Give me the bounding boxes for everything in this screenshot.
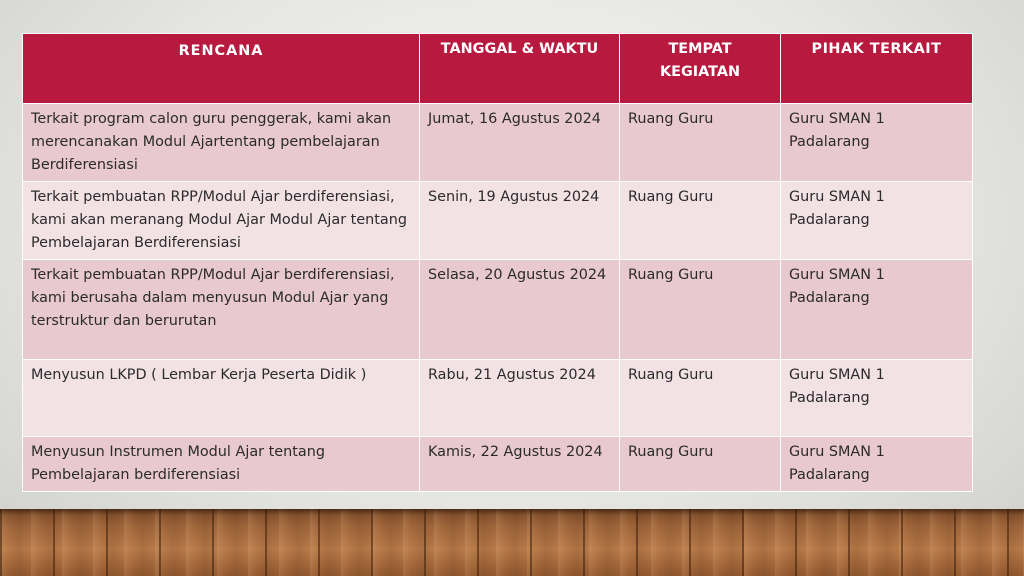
table-row xyxy=(23,260,973,360)
cell-rencana: Menyusun Instrumen Modul Ajar tentang Pembelajaran berdiferensiasi xyxy=(23,437,420,492)
header-rencana: RENCANA xyxy=(23,34,420,104)
cell-tanggal: Selasa, 20 Agustus 2024 xyxy=(420,260,620,360)
cell-pihak: Guru SMAN 1 Padalarang xyxy=(781,104,973,182)
cell-rencana: Terkait pembuatan RPP/Modul Ajar berdiferensiasi, kami akan meranang Modul Ajar Modul Ajar tentang Pembelajaran Berdiferensiasi xyxy=(23,182,420,260)
cell-tanggal: Senin, 19 Agustus 2024 xyxy=(420,182,620,260)
cell-tanggal: Kamis, 22 Agustus 2024 xyxy=(420,437,620,492)
cell-pihak: Guru SMAN 1 Padalarang xyxy=(781,260,973,360)
cell-tempat: Ruang Guru xyxy=(620,182,781,260)
header-pihak-terkait: PIHAK TERKAIT xyxy=(781,34,973,104)
cell-pihak: Guru SMAN 1 Padalarang xyxy=(781,360,973,437)
table-row xyxy=(23,104,973,182)
cell-tempat: Ruang Guru xyxy=(620,360,781,437)
cell-tempat: Ruang Guru xyxy=(620,104,781,182)
cell-tanggal: Rabu, 21 Agustus 2024 xyxy=(420,360,620,437)
table-row xyxy=(23,437,973,492)
header-tanggal-waktu: TANGGAL & WAKTU xyxy=(420,34,620,104)
cell-tempat: Ruang Guru xyxy=(620,260,781,360)
cell-rencana: Terkait pembuatan RPP/Modul Ajar berdiferensiasi, kami berusaha dalam menyusun Modul Ajar yang terstruktur dan berurutan xyxy=(23,260,420,360)
wooden-floor xyxy=(0,509,1024,576)
cell-rencana: Menyusun LKPD ( Lembar Kerja Peserta Didik ) xyxy=(23,360,420,437)
table-row xyxy=(23,182,973,260)
cell-pihak: Guru SMAN 1 Padalarang xyxy=(781,182,973,260)
table-header-row xyxy=(23,34,973,104)
header-tempat-kegiatan: TEMPAT KEGIATAN xyxy=(620,34,781,104)
cell-rencana: Terkait program calon guru penggerak, kami akan merencanakan Modul Ajartentang pembelajaran Berdiferensiasi xyxy=(23,104,420,182)
table-row xyxy=(23,360,973,437)
cell-tanggal: Jumat, 16 Agustus 2024 xyxy=(420,104,620,182)
plan-table xyxy=(22,33,973,492)
cell-tempat: Ruang Guru xyxy=(620,437,781,492)
cell-pihak: Guru SMAN 1 Padalarang xyxy=(781,437,973,492)
